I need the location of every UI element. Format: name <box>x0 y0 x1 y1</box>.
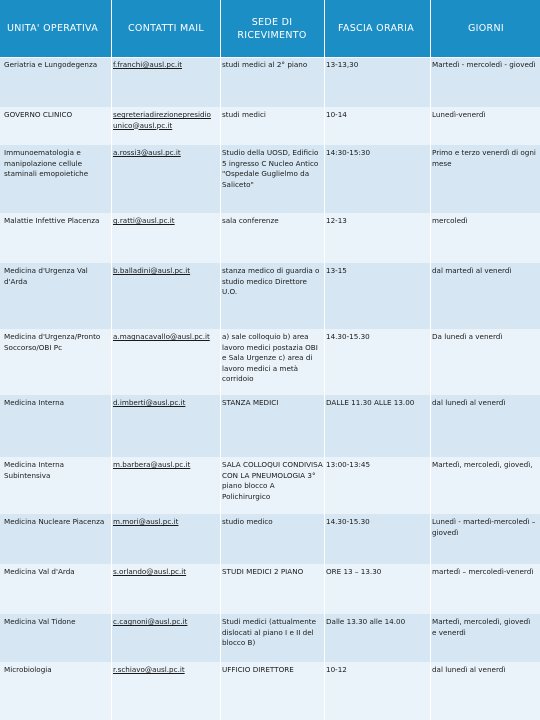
header-sede: SEDE DI RICEVIMENTO <box>237 16 307 41</box>
cell-fascia: 13-15 <box>326 266 347 275</box>
table-row <box>0 662 540 720</box>
cell-fascia: 10-12 <box>326 665 347 674</box>
cell-unita: Medicina Val d'Arda <box>4 567 75 576</box>
email-link[interactable]: m.mori@ausl.pc.it <box>113 517 179 526</box>
cell-sede: stanza medico di guardia o studio medico Direttore U.O. <box>222 266 320 296</box>
email-link[interactable]: m.barbera@ausl.pc.it <box>113 460 191 469</box>
cell-sede: UFFICIO DIRETTORE <box>222 665 294 674</box>
cell-sede: Studio della UOSD, Edificio 5 ingresso C Nucleo Antico "Ospedale Guglielmo da Saliceto" <box>222 148 319 189</box>
header-giorni: GIORNI <box>468 23 504 34</box>
column-divider <box>324 0 325 720</box>
cell-fascia: 10-14 <box>326 110 347 119</box>
cell-fascia: DALLE 11.30 ALLE 13.00 <box>326 398 415 407</box>
cell-sede: STUDI MEDICI 2 PIANO <box>222 567 304 576</box>
row-divider <box>0 57 540 58</box>
cell-giorni: Da lunedì a venerdì <box>432 332 503 341</box>
email-link[interactable]: d.imberti@ausl.pc.it <box>113 398 186 407</box>
email-link[interactable]: b.balladini@ausl.pc.it <box>113 266 191 275</box>
cell-unita: Medicina d'Urgenza Val d'Arda <box>4 266 88 286</box>
cell-sede: Studi medici (attualmente dislocati al piano I e II del blocco B) <box>222 617 317 647</box>
cell-unita: GOVERNO CLINICO <box>4 110 73 119</box>
cell-sede: SALA COLLOQUI CONDIVISA CON LA PNEUMOLOGIA 3° piano blocco A Polichirurgico <box>222 460 323 501</box>
table-row <box>0 107 540 145</box>
cell-giorni: dal lunedì al venerdì <box>432 398 506 407</box>
header-contatti: CONTATTI MAIL <box>128 23 204 34</box>
column-divider <box>430 0 431 720</box>
cell-giorni: dal martedì al venerdì <box>432 266 512 275</box>
table-header <box>0 0 540 57</box>
cell-giorni: Martedì, mercoledì, giovedì, <box>432 460 533 469</box>
email-link[interactable]: a.magnacavallo@ausl.pc.it <box>113 332 210 341</box>
cell-giorni: Primo e terzo venerdì di ogni mese <box>432 148 536 168</box>
cell-fascia: 13-13,30 <box>326 60 359 69</box>
email-link[interactable]: g.ratti@ausl.pc.it <box>113 216 175 225</box>
table-row <box>0 614 540 662</box>
cell-giorni: Lunedì-venerdì <box>432 110 486 119</box>
cell-giorni: mercoledì <box>432 216 468 225</box>
email-link[interactable]: c.cagnoni@ausl.pc.it <box>113 617 188 626</box>
cell-sede: studio medico <box>222 517 273 526</box>
cell-unita: Medicina d'Urgenza/Pronto Soccorso/OBI Pc <box>4 332 101 352</box>
cell-sede: STANZA MEDICI <box>222 398 279 407</box>
cell-sede: sala conferenze <box>222 216 279 225</box>
header-unita: UNITA' OPERATIVA <box>7 23 99 34</box>
email-link[interactable]: f.franchi@ausl.pc.it <box>113 60 183 69</box>
header-fascia: FASCIA ORARIA <box>338 23 415 34</box>
table-row <box>0 145 540 213</box>
cell-fascia: 14:30-15:30 <box>326 148 371 157</box>
email-link[interactable]: r.schiavo@ausl.pc.it <box>113 665 185 674</box>
cell-fascia: 14.30-15.30 <box>326 517 370 526</box>
cell-unita: Malattie Infettive Placenza <box>4 216 100 225</box>
cell-giorni: martedì – mercoledì-venerdì <box>432 567 534 576</box>
table-row <box>0 564 540 614</box>
cell-unita: Geriatria e Lungodegenza <box>4 60 98 69</box>
table-row <box>0 213 540 263</box>
cell-fascia: 14.30-15.30 <box>326 332 370 341</box>
cell-giorni: dal lunedì al venerdì <box>432 665 506 674</box>
cell-fascia: ORE 13 – 13.30 <box>326 567 382 576</box>
email-link[interactable]: s.orlando@ausl.pc.it <box>113 567 187 576</box>
column-divider <box>111 0 112 720</box>
table-row <box>0 57 540 107</box>
cell-giorni: Martedì, mercoledì, giovedì e venerdì <box>432 617 531 637</box>
table-row <box>0 514 540 564</box>
cell-unita: Medicina Interna Subintensiva <box>4 460 65 480</box>
cell-giorni: Lunedì - martedì-mercoledì –giovedì <box>432 517 536 537</box>
column-divider <box>220 0 221 720</box>
cell-fascia: 12-13 <box>326 216 347 225</box>
cell-unita: Medicina Interna <box>4 398 65 407</box>
cell-unita: Microbiologia <box>4 665 52 674</box>
cell-fascia: 13:00-13:45 <box>326 460 371 469</box>
table-row <box>0 329 540 395</box>
cell-sede: studi medici <box>222 110 266 119</box>
table-row <box>0 263 540 329</box>
cell-sede: a) sale colloquio b) area lavoro medici postazia OBI e Sala Urgenze c) area di lavoro medici a metà corridoio <box>222 332 318 383</box>
email-link[interactable]: a.rossi3@ausl.pc.it <box>113 148 181 157</box>
cell-sede: studi medici al 2° piano <box>222 60 308 69</box>
table-row <box>0 395 540 457</box>
cell-giorni: Martedì - mercoledì - giovedì <box>432 60 536 69</box>
cell-fascia: Dalle 13.30 alle 14.00 <box>326 617 406 626</box>
cell-unita: Immunoematologia e manipolazione cellule staminali emopoietiche <box>4 148 89 178</box>
email-link[interactable]: segreteriadirezionepresidio unico@ausl.pc.it <box>113 110 211 130</box>
cell-unita: Medicina Val Tidone <box>4 617 76 626</box>
table-row <box>0 457 540 514</box>
cell-unita: Medicina Nucleare Piacenza <box>4 517 105 526</box>
